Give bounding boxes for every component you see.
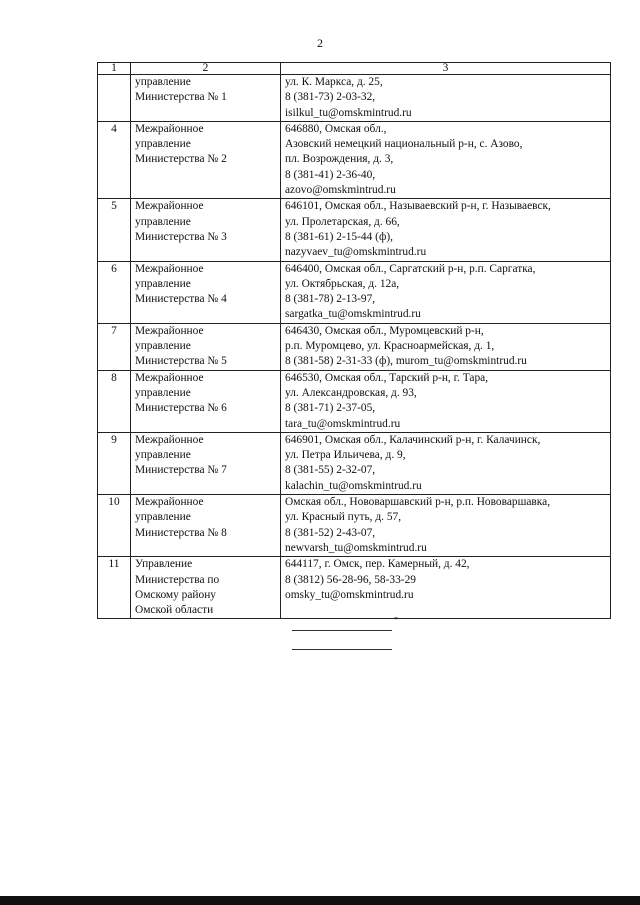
office-details-line: 8 (381-61) 2-15-44 (ф), xyxy=(285,230,393,243)
office-details-line: ул. К. Маркса, д. 25, xyxy=(285,76,383,88)
office-name-line: управление xyxy=(135,386,191,399)
office-name-line: управление xyxy=(135,138,191,151)
office-name-line: управление xyxy=(135,277,191,290)
office-name xyxy=(131,370,281,432)
office-name-line: Министерства № 7 xyxy=(135,464,227,477)
office-details xyxy=(281,121,611,198)
office-details-line: 8 (381-73) 2-03-32, xyxy=(285,91,376,104)
office-name-line: Омскому району xyxy=(135,588,217,601)
office-name-line: Межрайонное xyxy=(135,200,204,213)
office-details xyxy=(281,370,611,432)
office-name-line: Министерства № 1 xyxy=(135,91,227,104)
table-row xyxy=(98,75,611,122)
office-details-line: 644117, г. Омск, пер. Камерный, д. 42, xyxy=(285,558,470,571)
office-name-line: Министерства № 6 xyxy=(135,402,227,415)
office-details xyxy=(281,261,611,323)
regional-offices-table xyxy=(97,62,611,619)
office-name-line: Министерства по xyxy=(135,573,220,586)
scan-bottom-edge xyxy=(0,896,640,905)
table-row xyxy=(98,495,611,557)
office-details-line: Азовский немецкий национальный р-н, с. Азово, xyxy=(285,138,523,151)
office-name-line: Межрайонное xyxy=(135,371,204,384)
row-number: 8 xyxy=(98,370,131,432)
office-details-line: kalachin_tu@omskmintrud.ru xyxy=(285,479,422,492)
column-header-details: 3 xyxy=(281,63,611,75)
table-row xyxy=(98,121,611,198)
office-details-line: 646400, Омская обл., Саргатский р-н, р.п. Саргатка, xyxy=(285,262,536,275)
office-name xyxy=(131,432,281,494)
row-number: 10 xyxy=(98,495,131,557)
table-header-row xyxy=(98,63,611,75)
office-name xyxy=(131,557,281,619)
closing-quote-mark: " xyxy=(394,616,399,627)
table-row xyxy=(98,261,611,323)
office-details-line: 8 (381-58) 2-31-33 (ф), murom_tu@omskmintrud.ru xyxy=(285,355,527,368)
row-number: 5 xyxy=(98,199,131,261)
office-details-line: ул. Александровская, д. 93, xyxy=(285,386,417,399)
office-details-line: пл. Возрождения, д. 3, xyxy=(285,153,394,166)
office-name-line: Министерства № 4 xyxy=(135,293,227,306)
office-details-line: Омская обл., Нововаршавский р-н, р.п. Нововаршавка, xyxy=(285,496,551,509)
office-name-line: управление xyxy=(135,340,191,353)
office-details-line: 8 (381-71) 2-37-05, xyxy=(285,402,376,415)
office-name-line: Министерства № 8 xyxy=(135,526,227,539)
office-name-line: Межрайонное xyxy=(135,324,204,337)
office-name-line: управление xyxy=(135,449,191,462)
table-row xyxy=(98,323,611,370)
row-number: 4 xyxy=(98,121,131,198)
table-row xyxy=(98,432,611,494)
table-row xyxy=(98,557,611,619)
office-name xyxy=(131,121,281,198)
office-details xyxy=(281,432,611,494)
office-details-line: ул. Октябрьская, д. 12а, xyxy=(285,277,400,290)
row-number: 11 xyxy=(98,557,131,619)
office-details-line: ул. Пролетарская, д. 66, xyxy=(285,215,400,228)
row-number: 7 xyxy=(98,323,131,370)
office-details-line: 8 (381-52) 2-43-07, xyxy=(285,526,376,539)
office-name-line: управление xyxy=(135,511,191,524)
office-details xyxy=(281,75,611,122)
office-details-line: nazyvaev_tu@omskmintrud.ru xyxy=(285,246,427,259)
row-number: 6 xyxy=(98,261,131,323)
office-name xyxy=(131,261,281,323)
office-details-line: 8 (381-55) 2-32-07, xyxy=(285,464,376,477)
office-name-line: Межрайонное xyxy=(135,433,204,446)
office-name-line: управление xyxy=(135,215,191,228)
office-details-line: 8 (3812) 56-28-96, 58-33-29 xyxy=(285,573,416,586)
office-details-line: tara_tu@omskmintrud.ru xyxy=(285,417,401,430)
office-details xyxy=(281,557,611,619)
office-details-line: ул. Петра Ильичева, д. 9, xyxy=(285,449,406,462)
office-name xyxy=(131,75,281,122)
office-name-line: Межрайонное xyxy=(135,496,204,509)
office-details-line: azovo@omskmintrud.ru xyxy=(285,184,396,197)
signature-line-lower xyxy=(292,649,392,650)
office-name-line: Министерства № 5 xyxy=(135,355,227,368)
signature-line-upper xyxy=(292,630,392,631)
office-details-line: 646880, Омская обл., xyxy=(285,122,387,135)
office-name-line: Управление xyxy=(135,558,193,571)
office-details xyxy=(281,199,611,261)
office-name-line: управление xyxy=(135,76,191,88)
office-details-line: isilkul_tu@omskmintrud.ru xyxy=(285,106,412,119)
office-details-line: 8 (381-41) 2-36-40, xyxy=(285,168,376,181)
office-name-line: Межрайонное xyxy=(135,262,204,275)
office-details-line: 646530, Омская обл., Тарский р-н, г. Тара, xyxy=(285,371,489,384)
office-name-line: Министерства № 3 xyxy=(135,230,227,243)
office-details-line: р.п. Муромцево, ул. Красноармейская, д. 1, xyxy=(285,340,495,353)
office-name-line: Межрайонное xyxy=(135,122,204,135)
table-row xyxy=(98,370,611,432)
office-details-line: newvarsh_tu@omskmintrud.ru xyxy=(285,541,427,554)
office-details xyxy=(281,495,611,557)
office-details-line: 646901, Омская обл., Калачинский р-н, г. Калачинск, xyxy=(285,433,541,446)
office-name xyxy=(131,323,281,370)
office-name-line: Министерства № 2 xyxy=(135,153,227,166)
office-details-line: ул. Красный путь, д. 57, xyxy=(285,511,402,524)
office-details-line: 646430, Омская обл., Муромцевский р-н, xyxy=(285,324,484,337)
office-name-line: Омской области xyxy=(135,604,214,617)
office-details-line: sargatka_tu@omskmintrud.ru xyxy=(285,308,421,321)
office-name xyxy=(131,495,281,557)
office-details-line: 8 (381-78) 2-13-97, xyxy=(285,293,376,306)
table-row xyxy=(98,199,611,261)
office-details-line: 646101, Омская обл., Называевский р-н, г. Называевск, xyxy=(285,200,551,213)
column-header-name: 2 xyxy=(131,63,281,75)
row-number: 9 xyxy=(98,432,131,494)
page-number: 2 xyxy=(317,36,323,50)
row-number xyxy=(98,75,131,122)
office-details xyxy=(281,323,611,370)
office-details-line: omsky_tu@omskmintrud.ru xyxy=(285,588,414,601)
column-header-number: 1 xyxy=(98,63,131,75)
office-name xyxy=(131,199,281,261)
